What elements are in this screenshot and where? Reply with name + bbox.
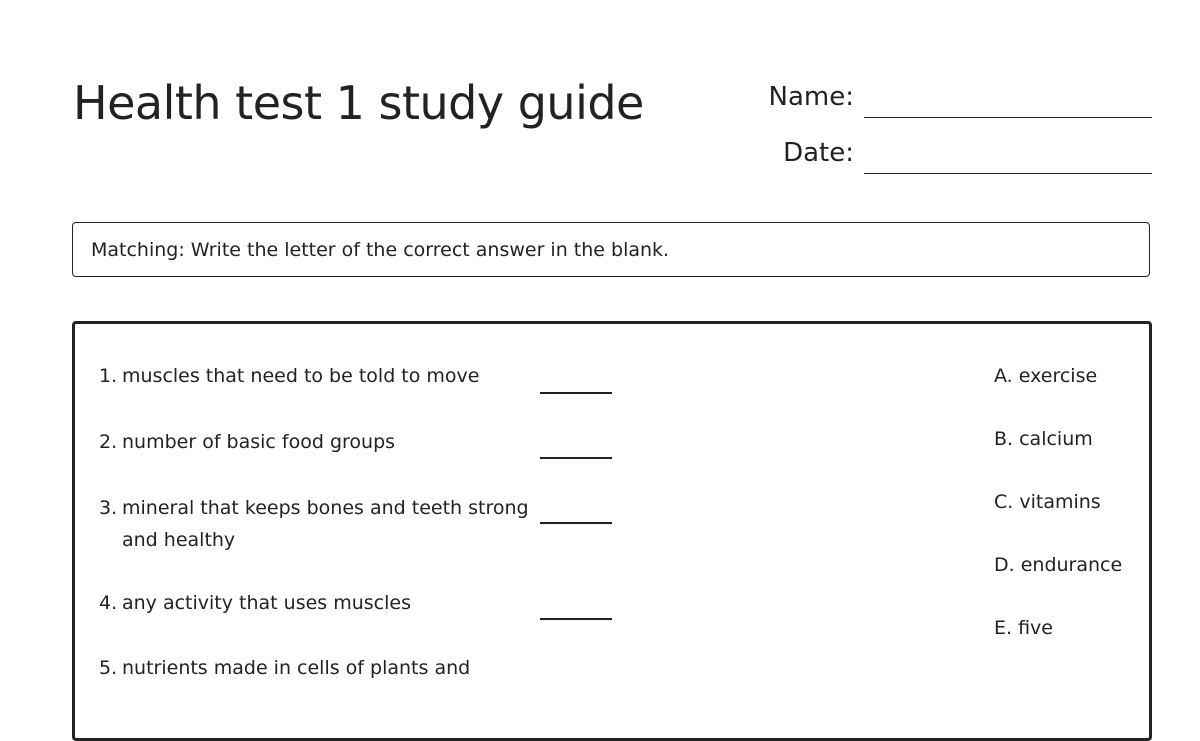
answer-blank[interactable] (540, 522, 612, 524)
question-number: 4. (99, 592, 118, 614)
question-item (99, 360, 539, 392)
date-label: Date: (783, 138, 854, 168)
answer-blank[interactable] (540, 457, 612, 459)
question-text: muscles that need to be told to move (122, 365, 480, 387)
answer-blank[interactable] (540, 392, 612, 394)
answer-choice: C. vitamins (994, 491, 1101, 513)
question-item (99, 652, 539, 684)
answer-choice: E. five (994, 617, 1053, 639)
question-number: 3. (99, 497, 118, 519)
page-title: Health test 1 study guide (73, 76, 644, 130)
question-text: number of basic food groups (122, 431, 396, 453)
question-text: any activity that uses muscles (122, 592, 411, 614)
answer-choice: D. endurance (994, 554, 1123, 576)
question-number: 2. (99, 431, 118, 453)
answer-choice: A. exercise (994, 365, 1098, 387)
instructions-box (72, 222, 1150, 277)
question-item (99, 426, 539, 458)
name-blank-line[interactable] (864, 117, 1152, 118)
date-field (700, 134, 1152, 174)
date-blank-line[interactable] (864, 173, 1152, 174)
question-text: mineral that keeps bones and teeth strong and healthy (122, 497, 529, 551)
question-item (99, 587, 539, 619)
question-item (99, 492, 539, 556)
answer-blank[interactable] (540, 618, 612, 620)
question-number: 1. (99, 365, 118, 387)
question-number: 5. (99, 657, 118, 679)
name-field (700, 78, 1152, 118)
answer-choice: B. calcium (994, 428, 1093, 450)
question-text: nutrients made in cells of plants and (122, 657, 471, 679)
name-label: Name: (768, 82, 854, 112)
instructions-text: Matching: Write the letter of the correct answer in the blank. (91, 238, 670, 261)
